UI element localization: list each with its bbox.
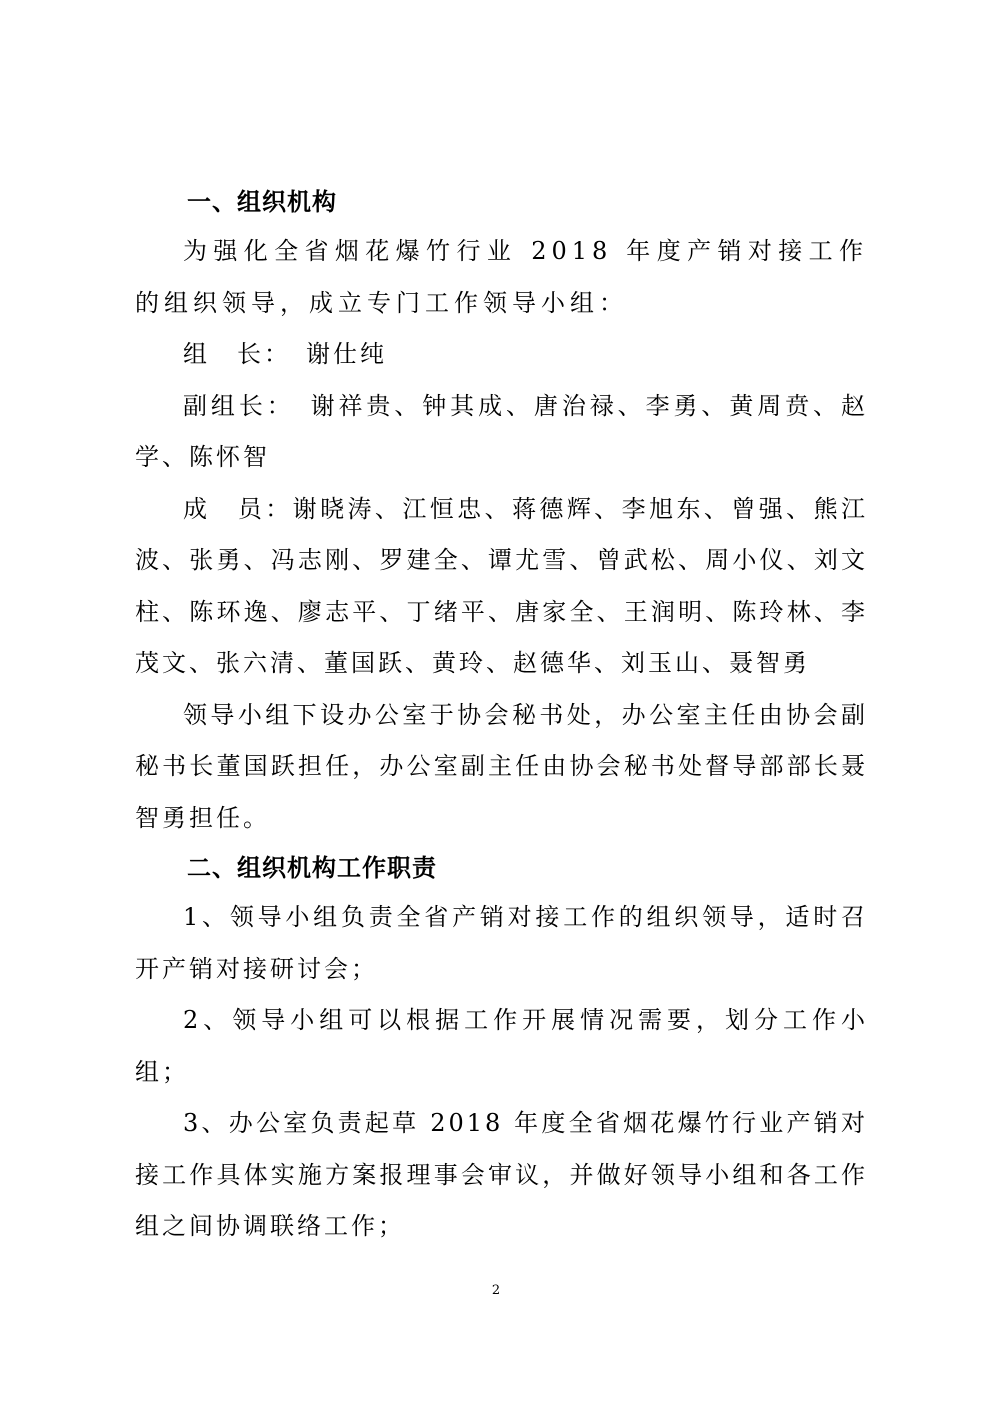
duty-item-2: 2、领导小组可以根据工作开展情况需要，划分工作小组； <box>135 1006 868 1086</box>
paragraph-deputy-leaders: 副组长： 谢祥贵、钟其成、唐治禄、李勇、黄周贲、赵学、陈怀智 <box>135 391 868 471</box>
paragraph-office: 领导小组下设办公室于协会秘书处，办公室主任由协会副秘书长董国跃担任，办公室副主任由协会秘书处督导部部长聂智勇担任。 <box>135 700 868 832</box>
paragraph-leader: 组 长： 谢仕纯 <box>183 340 387 368</box>
paragraph-intro: 为强化全省烟花爆竹行业 2018 年度产销对接工作的组织领导，成立专门工作领导小组： <box>135 237 868 317</box>
duty-item-1: 1、领导小组负责全省产销对接工作的组织领导，适时召开产销对接研讨会； <box>135 903 868 983</box>
section-heading-duties: 二、组织机构工作职责 <box>187 854 437 882</box>
document-body <box>135 178 868 1253</box>
paragraph-members: 成 员：谢晓涛、江恒忠、蒋德辉、李旭东、曾强、熊江波、张勇、冯志刚、罗建全、谭尤雪、曾武松、周小仪、刘文柱、陈环逸、廖志平、丁绪平、唐家全、王润明、陈玲林、李茂文、张六清、董国跃、黄玲、赵德华、刘玉山、聂智勇 <box>135 494 868 677</box>
duty-item-3: 3、办公室负责起草 2018 年度全省烟花爆竹行业产销对接工作具体实施方案报理事会审议，并做好领导小组和各工作组之间协调联络工作； <box>135 1109 868 1240</box>
page-number: 2 <box>491 1283 501 1298</box>
section-heading-organization: 一、组织机构 <box>187 188 337 216</box>
